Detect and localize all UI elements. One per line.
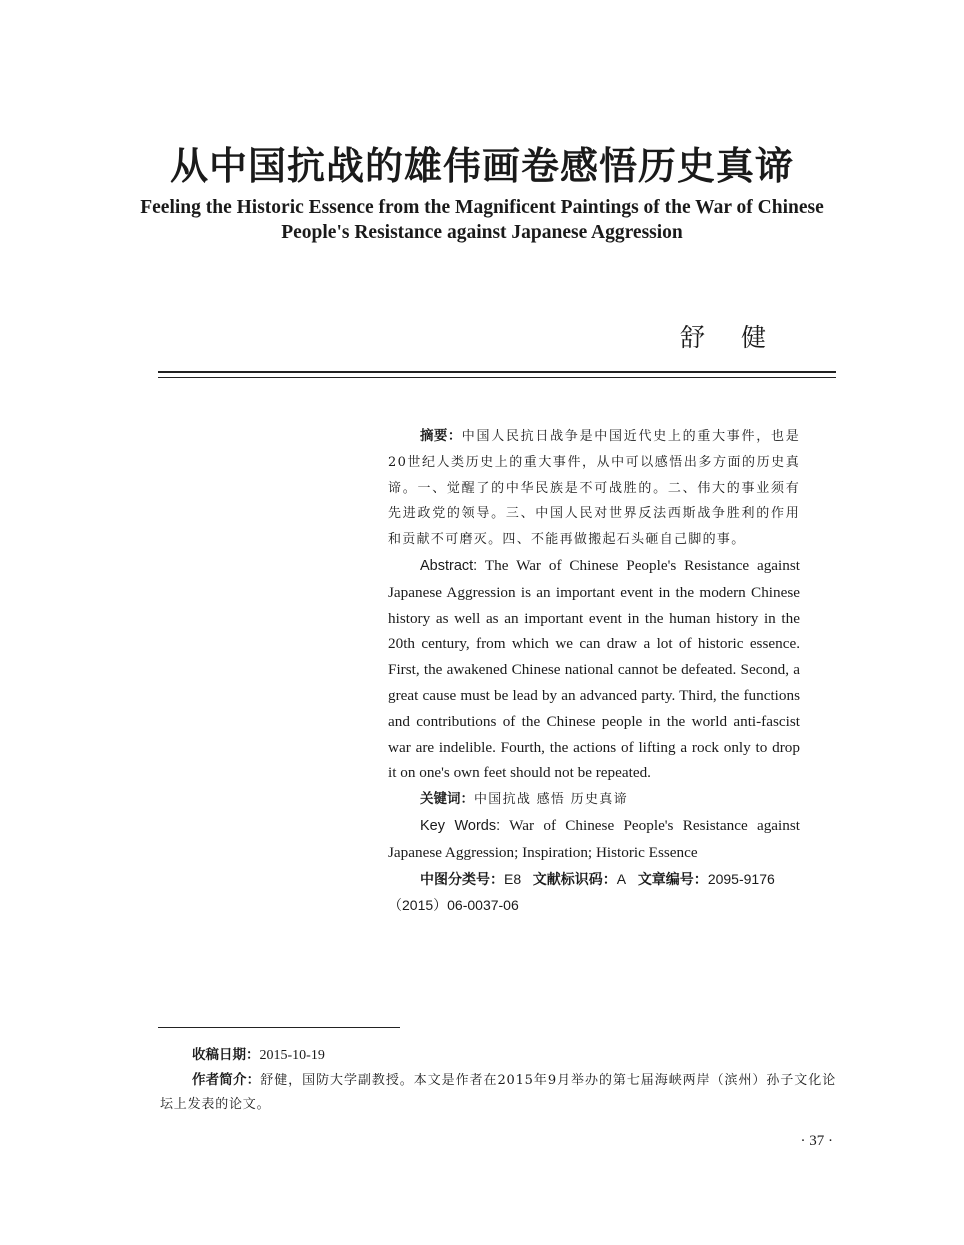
author-bio-text: 舒健，国防大学副教授。本文是作者在2015年9月举办的第七届海峡两岸（滨州）孙子文化论坛上发表的论文。: [160, 1073, 836, 1112]
abstract-chinese-label: 摘要：: [420, 428, 462, 443]
abstract-english-label: Abstract:: [420, 557, 478, 574]
keywords-english-text: War of Chinese People's Resistance against Japanese Aggression; Inspiration; Historic Essence: [388, 816, 800, 861]
classification-line: [388, 866, 800, 918]
title-english: Feeling the Historic Essence from the Magnificent Paintings of the War of Chinese People's Resistance against Japanese Aggression: [140, 197, 824, 243]
doc-code-label: 文献标识码：: [532, 870, 617, 887]
header-divider-thin: [158, 377, 836, 378]
abstract-block: [388, 423, 800, 918]
abstract-english-text: The War of Chinese People's Resistance against Japanese Aggression is an important event in the modern Chinese history as well as an important event in the human history in the 20th century, from which we can draw a lot of historic essence. First, the awakened Chinese national cannot be defeated. Second, a great cause must be lead by an advanced party. Third, the functions and contributions of the Chinese people in the world anti-fascist war are indelible. Fourth, the actions of lifting a rock only to drop it on one's own feet should not be repeated.: [388, 556, 800, 782]
keywords-english-label: Key Words:: [420, 817, 501, 834]
abstract-chinese: [388, 423, 800, 553]
doc-code-value: A: [616, 870, 627, 887]
received-date-value: 2015-10-19: [259, 1048, 325, 1063]
keywords-chinese-text: 中国抗战 感悟 历史真谛: [474, 792, 628, 808]
article-number-label: 文章编号：: [637, 870, 708, 887]
received-date-label: 收稿日期：: [192, 1047, 260, 1062]
title-chinese: 从中国抗战的雄伟画卷感悟历史真谛: [169, 143, 794, 188]
keywords-english: [388, 813, 800, 866]
page-number: · 37 ·: [800, 1133, 833, 1149]
abstract-chinese-text: 中国人民抗日战争是中国近代史上的重大事件，也是20世纪人类历史上的重大事件，从中可以感悟出多方面的历史真谛。一、觉醒了的中华民族是不可战胜的。二、伟大的事业须有先进政党的领导。三、中国人民对世界反法西斯战争胜利的作用和贡献不可磨灭。四、不能再做搬起石头砸自己脚的事。: [388, 429, 801, 548]
author-bio-label: 作者简介：: [192, 1072, 261, 1087]
abstract-english: [388, 553, 800, 786]
author-bio-note: [160, 1068, 836, 1117]
header-divider-thick: [158, 371, 836, 373]
keywords-chinese-label: 关键词：: [420, 791, 474, 807]
footnotes: [160, 1043, 836, 1117]
keywords-chinese: [388, 786, 800, 813]
footnote-divider: [158, 1027, 400, 1028]
clc-value: E8: [504, 870, 522, 887]
author-name: 舒 健: [680, 323, 780, 352]
article-number-value: 2095-9176（2015）06-0037-06: [388, 870, 775, 913]
received-date-note: [160, 1043, 836, 1068]
clc-label: 中图分类号：: [420, 870, 504, 887]
